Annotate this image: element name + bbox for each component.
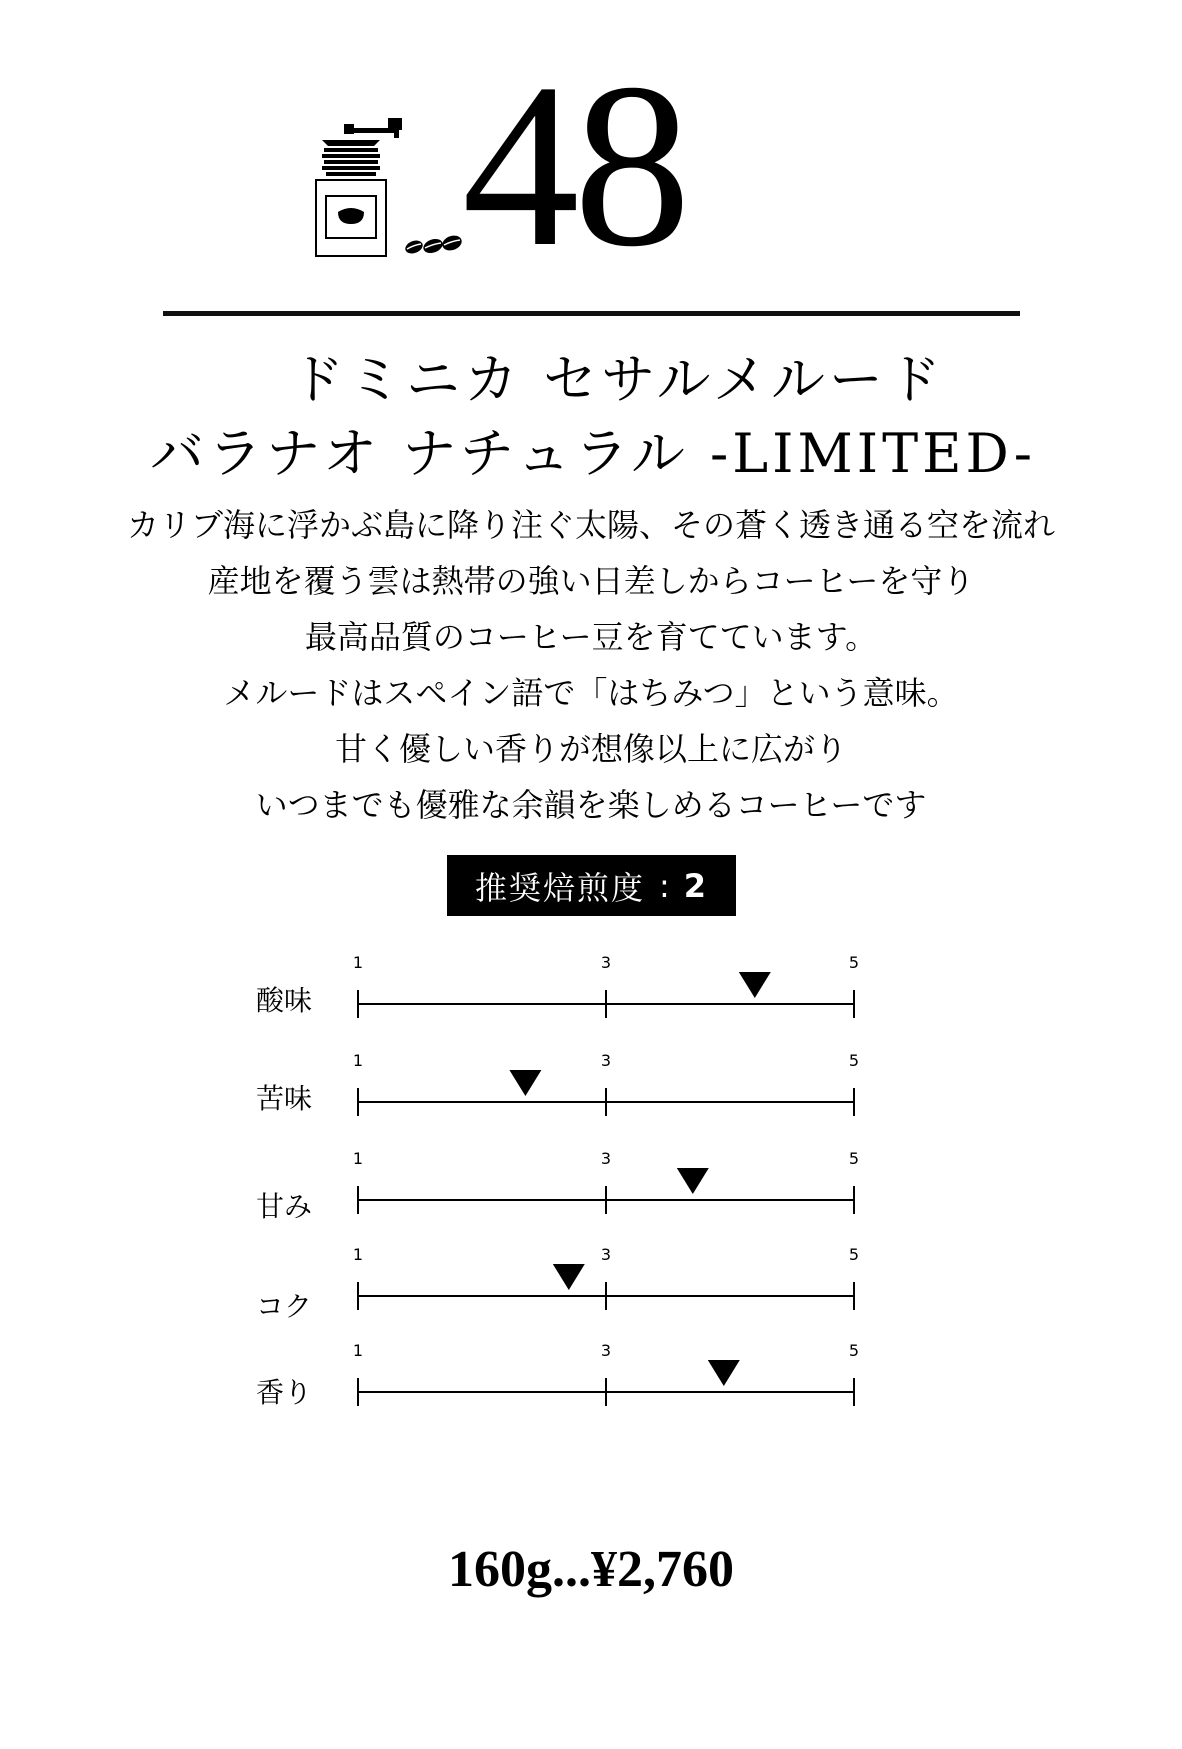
- description-line: 甘く優しい香りが想像以上に広がり: [334, 730, 847, 768]
- description-line: 最高品質のコーヒー豆を育てています。: [304, 618, 878, 656]
- taste-label: 酸味: [256, 984, 313, 1017]
- scale-tick-label: 1: [352, 1051, 364, 1070]
- scale-tick-label: 1: [352, 1341, 364, 1360]
- description-line: カリブ海に浮かぶ島に降り注ぐ太陽、その蒼く透き通る空を流れ: [126, 506, 1055, 544]
- scale-tick-label: 3: [600, 1149, 612, 1168]
- title-line-1: ドミニカ セサルメルード: [290, 348, 945, 411]
- taste-label: 香り: [256, 1376, 313, 1409]
- taste-row-body: [0, 1232, 1182, 1322]
- roast-level-value: 2: [683, 866, 709, 905]
- scale-tick-label: 3: [600, 1245, 612, 1264]
- scale-marker: [739, 972, 771, 998]
- scale-tick-label: 1: [352, 1245, 364, 1264]
- scale-tick-label: 5: [848, 1341, 860, 1360]
- taste-label: 甘み: [256, 1190, 313, 1223]
- roast-level-separator: :: [658, 866, 672, 905]
- taste-scale: [340, 1232, 880, 1322]
- description: [0, 497, 1182, 833]
- taste-row-bitterness: [0, 1038, 1182, 1128]
- price: 160g...¥2,760: [448, 1541, 734, 1598]
- scale-marker: [708, 1360, 740, 1386]
- coffee-beans-icon: [402, 229, 464, 259]
- scale-tick-label: 3: [600, 1341, 612, 1360]
- header: [0, 0, 1182, 300]
- taste-scale: [340, 1038, 880, 1128]
- roast-level-badge: [447, 855, 736, 916]
- taste-row-acidity: [0, 940, 1182, 1030]
- product-number: 48: [462, 35, 685, 295]
- scale-marker: [677, 1168, 709, 1194]
- taste-row-aroma: [0, 1328, 1182, 1418]
- scale-marker: [553, 1264, 585, 1290]
- scale-tick-label: 3: [600, 953, 612, 972]
- taste-profile: [0, 940, 1182, 1420]
- taste-scale: [340, 1136, 880, 1226]
- product-title: [0, 343, 1182, 491]
- taste-label: コク: [256, 1290, 313, 1323]
- taste-scale: [340, 1328, 880, 1418]
- scale-tick-label: 5: [848, 1149, 860, 1168]
- roast-level-label: 推奨焙煎度: [474, 868, 645, 907]
- scale-tick-label: 3: [600, 1051, 612, 1070]
- divider: [163, 311, 1020, 316]
- title-line-2: バラナオ ナチュラル -LIMITED-: [150, 422, 1037, 485]
- description-line: 産地を覆う雲は熱帯の強い日差しからコーヒーを守り: [207, 562, 975, 600]
- description-line: いつまでも優雅な余韻を楽しめるコーヒーです: [255, 786, 927, 824]
- scale-tick-label: 1: [352, 1149, 364, 1168]
- scale-tick-label: 5: [848, 1245, 860, 1264]
- scale-marker: [509, 1070, 541, 1096]
- scale-tick-label: 5: [848, 953, 860, 972]
- scale-tick-label: 5: [848, 1051, 860, 1070]
- description-line: メルードはスペイン語で「はちみつ」という意味。: [223, 674, 959, 712]
- taste-scale: [340, 940, 880, 1030]
- scale-tick-label: 1: [352, 953, 364, 972]
- taste-row-sweetness: [0, 1136, 1182, 1226]
- taste-label: 苦味: [256, 1082, 313, 1115]
